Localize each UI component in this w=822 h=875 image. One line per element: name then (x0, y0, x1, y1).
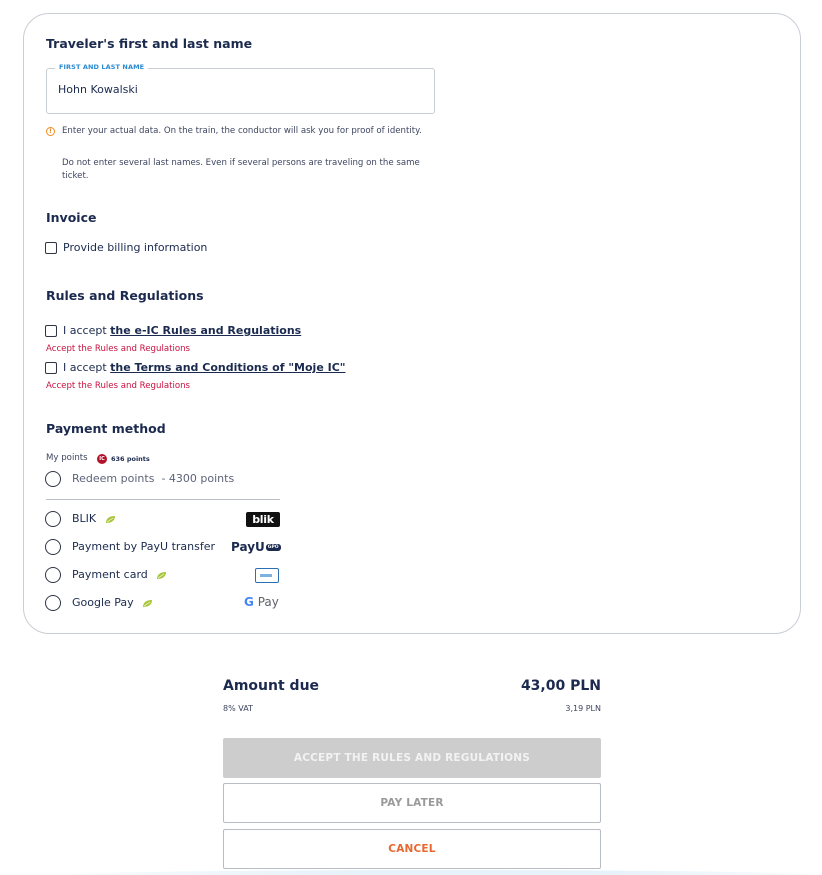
redeem-text: Redeem points (72, 472, 155, 485)
payment-section-title: Payment method (46, 421, 166, 436)
card-radio[interactable] (45, 567, 61, 583)
booking-form-card (23, 13, 801, 634)
card-label[interactable]: Payment card (72, 568, 148, 581)
vat-value: 3,19 PLN (565, 704, 601, 713)
accept-rules-button[interactable]: ACCEPT THE RULES AND REGULATIONS (223, 738, 601, 778)
info-circle-icon: ! (46, 127, 55, 136)
google-pay-label[interactable]: Google Pay (72, 596, 134, 609)
name-field-label: FIRST AND LAST NAME (55, 63, 148, 71)
amount-due-value: 43,00 PLN (520, 678, 601, 694)
info-text-identity: Enter your actual data. On the train, the conductor will ask you for proof of identity. (62, 126, 422, 136)
rules-label-eic[interactable] (63, 324, 301, 337)
redeem-points-label[interactable] (72, 472, 234, 485)
vat-label: 8% VAT (223, 704, 253, 713)
blik-label[interactable]: BLIK (72, 512, 97, 525)
blik-radio[interactable] (45, 511, 61, 527)
google-g-letter: G (244, 595, 254, 609)
bottom-decoration (70, 870, 810, 875)
rules-error-eic: Accept the Rules and Regulations (46, 344, 191, 354)
payu-gpo-badge: GPO (267, 545, 279, 550)
ic-logo-icon: IC (97, 454, 107, 464)
credit-card-icon (255, 568, 279, 583)
payu-logo-text: PayU (231, 540, 265, 554)
payu-radio[interactable] (45, 539, 61, 555)
rules-error-moje-ic: Accept the Rules and Regulations (46, 381, 191, 391)
google-pay-text: Pay (257, 595, 279, 609)
leaf-icon (142, 599, 153, 608)
payu-logo (231, 540, 281, 554)
name-field[interactable] (46, 63, 435, 114)
google-pay-radio[interactable] (45, 595, 61, 611)
google-pay-logo (244, 595, 279, 609)
billing-checkbox-label[interactable]: Provide billing information (63, 241, 208, 254)
cancel-button[interactable]: CANCEL (223, 829, 601, 869)
redeem-points-amount: - 4300 points (161, 472, 235, 485)
name-input[interactable] (58, 83, 418, 96)
traveler-section-title: Traveler's first and last name (46, 36, 253, 51)
leaf-icon (156, 571, 167, 580)
eic-rules-link[interactable]: the e-IC Rules and Regulations (110, 324, 302, 337)
rules-label-moje-ic[interactable] (63, 361, 346, 374)
info-text-last-names: Do not enter several last names. Even if several persons are traveling on the same ticket. (62, 158, 420, 181)
rules-checkbox-moje-ic[interactable] (45, 362, 57, 374)
my-points-label: My points (46, 453, 88, 463)
payu-label[interactable]: Payment by PayU transfer (72, 540, 216, 553)
pay-later-button[interactable]: PAY LATER (223, 783, 601, 823)
invoice-section-title: Invoice (46, 210, 97, 225)
blik-logo: blik (246, 512, 280, 527)
billing-checkbox[interactable] (45, 242, 57, 254)
moje-ic-terms-link[interactable]: the Terms and Conditions of "Moje IC" (110, 361, 346, 374)
rules-prefix: I accept (63, 324, 107, 337)
payment-divider (46, 499, 280, 500)
points-count: 636 points (111, 455, 150, 463)
amount-due-label: Amount due (223, 678, 320, 694)
leaf-icon (105, 515, 116, 524)
rules-checkbox-eic[interactable] (45, 325, 57, 337)
rules-section-title: Rules and Regulations (46, 288, 204, 303)
redeem-points-radio[interactable] (45, 471, 61, 487)
rules-prefix: I accept (63, 361, 107, 374)
